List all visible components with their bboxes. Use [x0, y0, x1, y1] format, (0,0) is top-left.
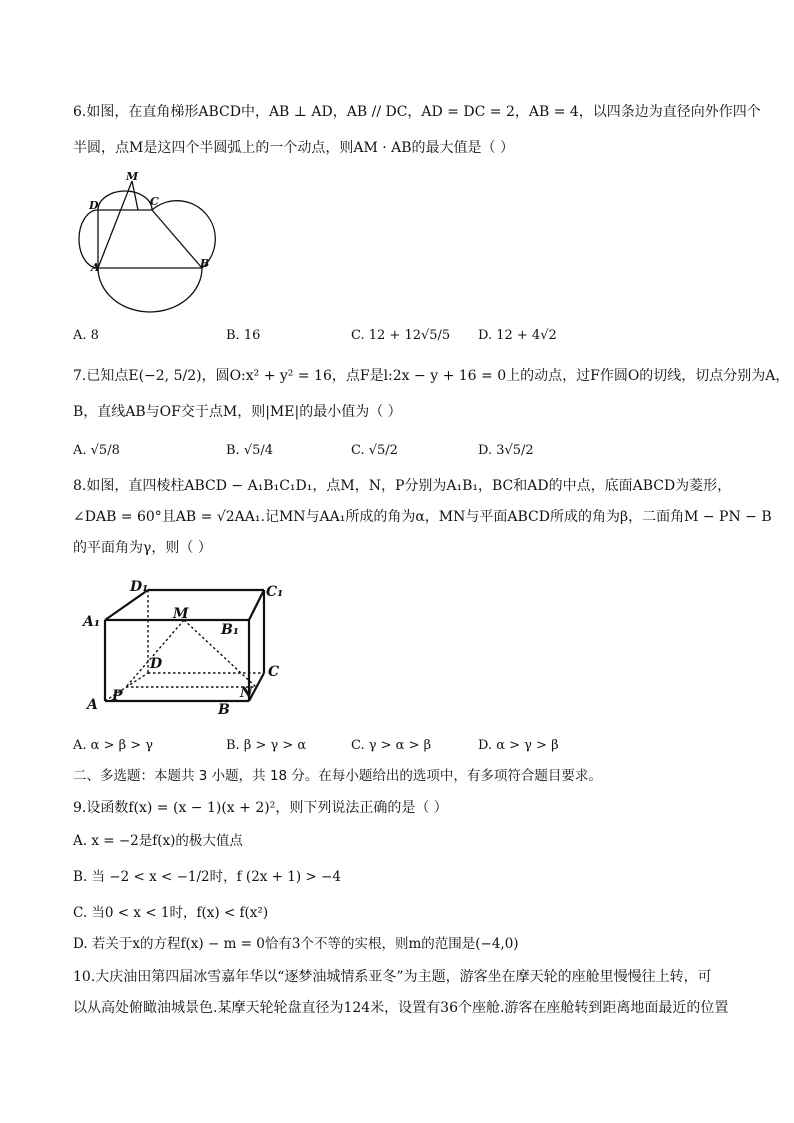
label-d: D	[150, 656, 163, 672]
section-heading-multi-choice: 二、多选题：本题共 3 小题，共 18 分。在每小题给出的选项中，有多项符合题目要求。	[73, 768, 602, 784]
q9-option-d[interactable]: D. 若关于x的方程f(x) − m = 0恰有3个不等的实根，则m的范围是(−4,0)	[73, 936, 519, 952]
label-p: P	[112, 688, 123, 704]
segment-cb	[152, 210, 202, 268]
q7-option-b[interactable]: B. √5/4	[226, 443, 274, 458]
label-n: N	[240, 685, 253, 701]
semicircle-ab	[98, 268, 202, 312]
segment-m-dc	[132, 181, 138, 210]
semicircle-ad	[79, 210, 98, 268]
q6-figure	[70, 168, 230, 318]
label-b: B	[218, 702, 230, 718]
label-b: B	[200, 257, 210, 270]
label-a1: A₁	[83, 614, 100, 630]
q7-option-c[interactable]: C. √5/2	[351, 443, 398, 458]
segment-mp	[126, 620, 184, 687]
label-d: D	[89, 199, 99, 212]
segment-am	[98, 181, 132, 268]
label-a: A	[87, 697, 98, 713]
q8-figure	[78, 576, 298, 721]
label-b1: B₁	[221, 622, 239, 638]
label-c: C	[150, 195, 159, 208]
q7-option-a[interactable]: A. √5/8	[73, 443, 120, 458]
q7-stem-line2: B，直线AB与OF交于点M，则|ME|的最小值为（ ）	[73, 404, 402, 420]
q9-option-a[interactable]: A. x = −2是f(x)的极大值点	[73, 833, 243, 849]
q6-stem-line1: 6.如图，在直角梯形ABCD中，AB ⊥ AD，AB // DC，AD = DC = 2，AB = 4，以四条边为直径向外作四个	[73, 104, 761, 120]
label-m: M	[173, 606, 189, 622]
edge-b1c1	[249, 590, 264, 620]
label-d1: D₁	[130, 579, 149, 595]
q6-option-b[interactable]: B. 16	[226, 328, 261, 343]
q10-stem-line2: 以从高处俯瞰油城景色.某摩天轮轮盘直径为124米，设置有36个座舱.游客在座舱转到距离地面最近的位置	[73, 1000, 729, 1016]
q6-option-d[interactable]: D. 12 + 4√2	[478, 328, 557, 343]
label-c1: C₁	[266, 584, 284, 600]
q7-stem-line1: 7.已知点E(−2, 5/2)，圆O:x² + y² = 16，点F是l:2x − y + 16 = 0上的动点，过F作圆O的切线，切点分别为A，	[73, 368, 790, 384]
q8-stem-line3: 的平面角为γ，则（ ）	[73, 540, 212, 556]
segment-mn	[184, 620, 256, 687]
q8-option-a[interactable]: A. α > β > γ	[73, 738, 154, 753]
q6-option-c[interactable]: C. 12 + 12√5/5	[351, 328, 451, 343]
label-m: M	[126, 170, 139, 183]
q6-stem-line2: 半圆，点M是这四个半圆弧上的一个动点，则AM · AB的最大值是（ ）	[73, 140, 514, 156]
q10-stem-line1: 10.大庆油田第四届冰雪嘉年华以“逐梦油城情系亚冬”为主题，游客坐在摩天轮的座舱里慢慢往上转，可	[73, 969, 712, 985]
q9-option-c[interactable]: C. 当0 < x < 1时，f(x) < f(x²)	[73, 905, 269, 921]
q7-option-d[interactable]: D. 3√5/2	[478, 443, 534, 458]
q8-stem-line2: ∠DAB = 60°且AB = √2AA₁.记MN与AA₁所成的角为α，MN与平面ABCD所成的角为β，二面角M − PN − B	[73, 509, 772, 525]
q8-option-c[interactable]: C. γ > α > β	[351, 738, 432, 753]
q9-stem: 9.设函数f(x) = (x − 1)(x + 2)²，则下列说法正确的是（ ）	[73, 800, 448, 816]
q8-option-d[interactable]: D. α > γ > β	[478, 738, 559, 753]
label-a: A	[91, 261, 100, 274]
q8-stem-line1: 8.如图，直四棱柱ABCD − A₁B₁C₁D₁，点M，N，P分别为A₁B₁，BC和AD的中点，底面ABCD为菱形，	[73, 478, 732, 494]
q6-option-a[interactable]: A. 8	[73, 328, 99, 343]
q8-option-b[interactable]: B. β > γ > α	[226, 738, 307, 753]
q9-option-b[interactable]: B. 当 −2 < x < −1/2时，f (2x + 1) > −4	[73, 869, 341, 885]
label-c: C	[268, 664, 280, 680]
